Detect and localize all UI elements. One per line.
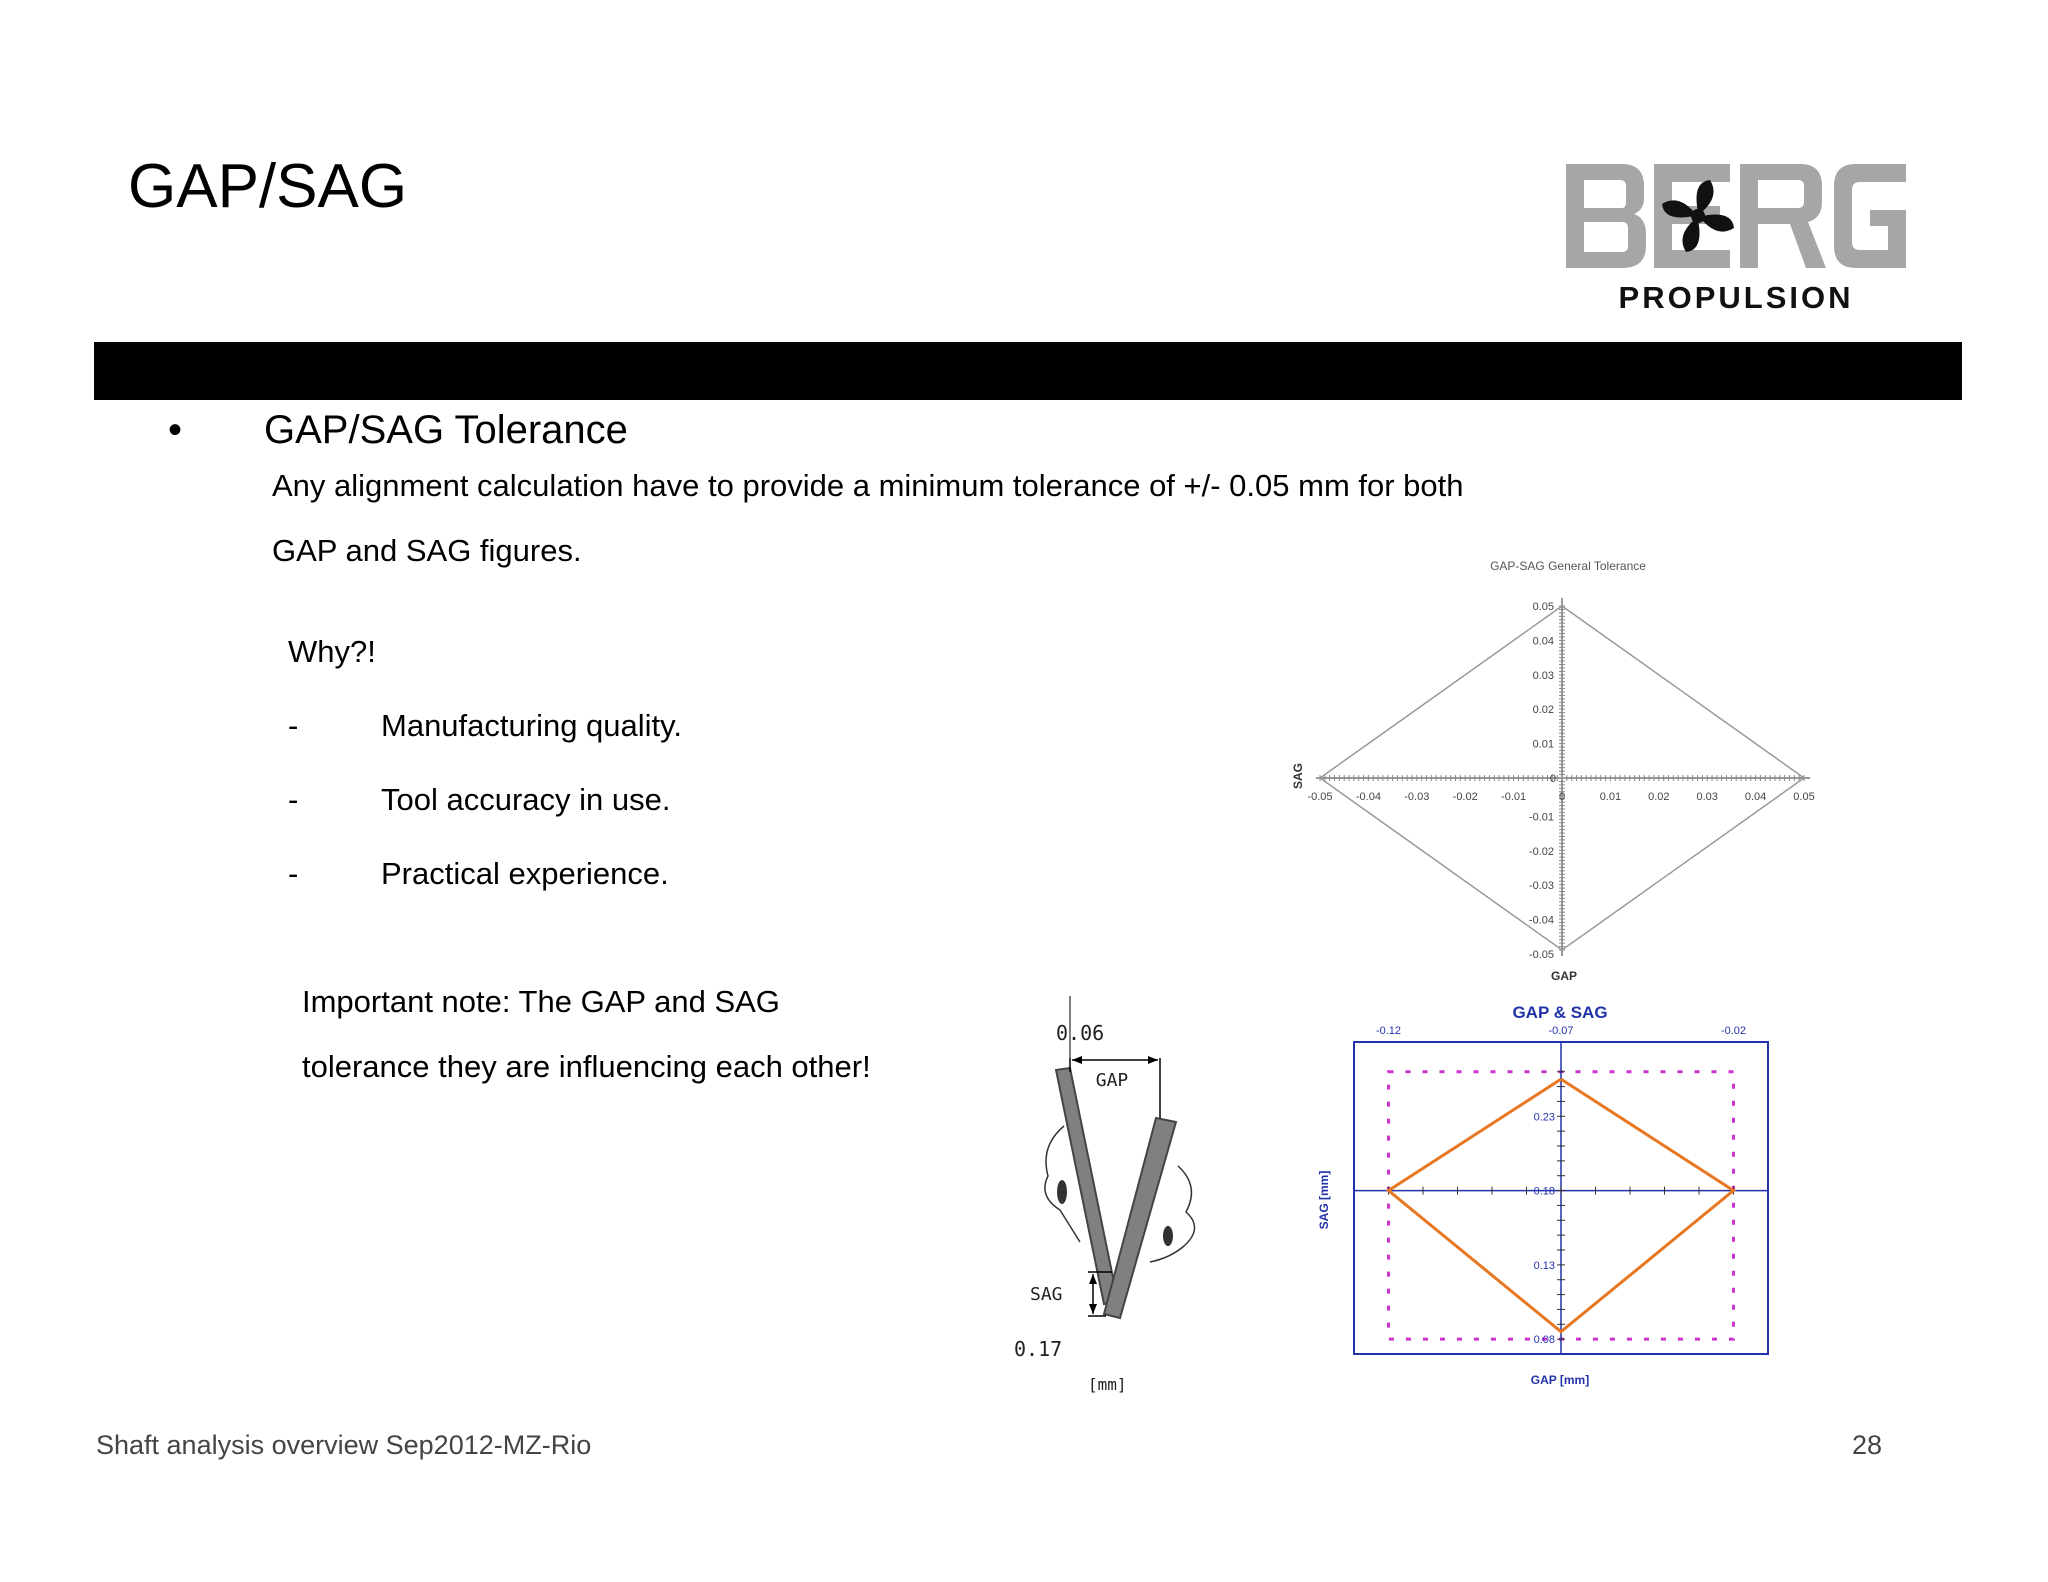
gap-value-label: 0.06	[1056, 1021, 1105, 1045]
intro-line-1: Any alignment calculation have to provide a minimum tolerance of +/- 0.05 mm for both	[272, 468, 1464, 503]
y-tick-label: 0.04	[1532, 635, 1554, 648]
reason-item: Practical experience.	[381, 856, 669, 891]
logo-letters	[1566, 164, 1906, 268]
berg-propulsion-logo	[1564, 162, 1908, 312]
x-tick-label: -0.05	[1307, 791, 1333, 803]
reason-dash: -	[288, 856, 299, 891]
unit-label: [mm]	[1088, 1375, 1127, 1394]
y-tick-label: 0.05	[1532, 601, 1554, 613]
y-axis-label: SAG	[1291, 762, 1305, 790]
note-line-2: tolerance they are influencing each other!	[302, 1049, 871, 1084]
y-tick-label: -0.03	[1528, 880, 1554, 893]
y-tick-label: 0.01	[1532, 738, 1554, 751]
x-tick-label: 0	[1558, 791, 1566, 803]
x-tick-label: -0.01	[1501, 791, 1527, 803]
footer-text: Shaft analysis overview Sep2012-MZ-Rio	[96, 1430, 592, 1460]
coupling-gap-sag-diagram	[1000, 996, 1218, 1400]
y-tick-label: 0.02	[1532, 704, 1554, 717]
right-flange	[1104, 1118, 1176, 1318]
reason-item: Manufacturing quality.	[381, 708, 682, 743]
x-tick-label: 0.03	[1696, 791, 1718, 803]
y-tick-label: 0.03	[1532, 669, 1554, 682]
x-tick-label: 0.01	[1599, 791, 1622, 803]
y-tick-label: 0	[1549, 773, 1556, 785]
x-tick-label: 0.04	[1744, 791, 1767, 803]
page-number: 28	[1852, 1430, 1883, 1460]
chart-title: GAP-SAG General Tolerance	[1490, 559, 1646, 573]
logo-subtitle: PROPULSION	[1618, 280, 1854, 312]
x-tick-label: 0.05	[1793, 791, 1815, 803]
sag-value-label: 0.17	[1014, 1337, 1063, 1361]
top-tick-label: -0.12	[1375, 1025, 1402, 1037]
y-tick-label: 0.18	[1533, 1185, 1555, 1198]
y-tick-label: 0.08	[1533, 1334, 1555, 1347]
reason-dash: -	[288, 708, 299, 743]
y-tick-label: 0.13	[1533, 1259, 1555, 1272]
x-axis-label: GAP [mm]	[1530, 1373, 1590, 1387]
y-tick-label: -0.02	[1528, 845, 1554, 858]
x-axis-label: GAP	[1550, 969, 1578, 983]
x-tick-label: 0.02	[1648, 791, 1670, 803]
reason-dash: -	[288, 782, 299, 817]
why-label: Why?!	[288, 634, 376, 669]
gap-sag-general-tolerance-chart	[1284, 536, 1840, 986]
top-tick-label: -0.02	[1720, 1025, 1747, 1037]
sag-label: SAG	[1030, 1284, 1063, 1305]
x-tick-label: -0.02	[1452, 791, 1478, 803]
gap-and-sag-chart	[1300, 994, 1800, 1408]
title-divider-band	[94, 342, 1962, 400]
propeller-icon	[1662, 180, 1734, 252]
y-tick-label: -0.04	[1528, 914, 1554, 927]
note-line-1: Important note: The GAP and SAG	[302, 984, 780, 1019]
gap-label: GAP	[1095, 1070, 1129, 1091]
y-tick-label: -0.05	[1528, 949, 1554, 961]
y-tick-label: -0.01	[1528, 811, 1554, 824]
y-tick-label: 0.23	[1533, 1111, 1555, 1124]
y-axis-label: SAG [mm]	[1317, 1170, 1331, 1230]
top-tick-label: -0.07	[1548, 1025, 1574, 1037]
intro-line-2: GAP and SAG figures.	[272, 533, 582, 568]
x-tick-label: -0.04	[1355, 791, 1381, 803]
bullet-heading: GAP/SAG Tolerance	[264, 408, 628, 452]
chart-title: GAP & SAG	[1512, 1003, 1608, 1022]
reason-item: Tool accuracy in use.	[381, 782, 671, 817]
x-tick-label: -0.03	[1404, 791, 1430, 803]
slide-title: GAP/SAG	[128, 152, 408, 221]
bullet-symbol: •	[168, 408, 183, 452]
